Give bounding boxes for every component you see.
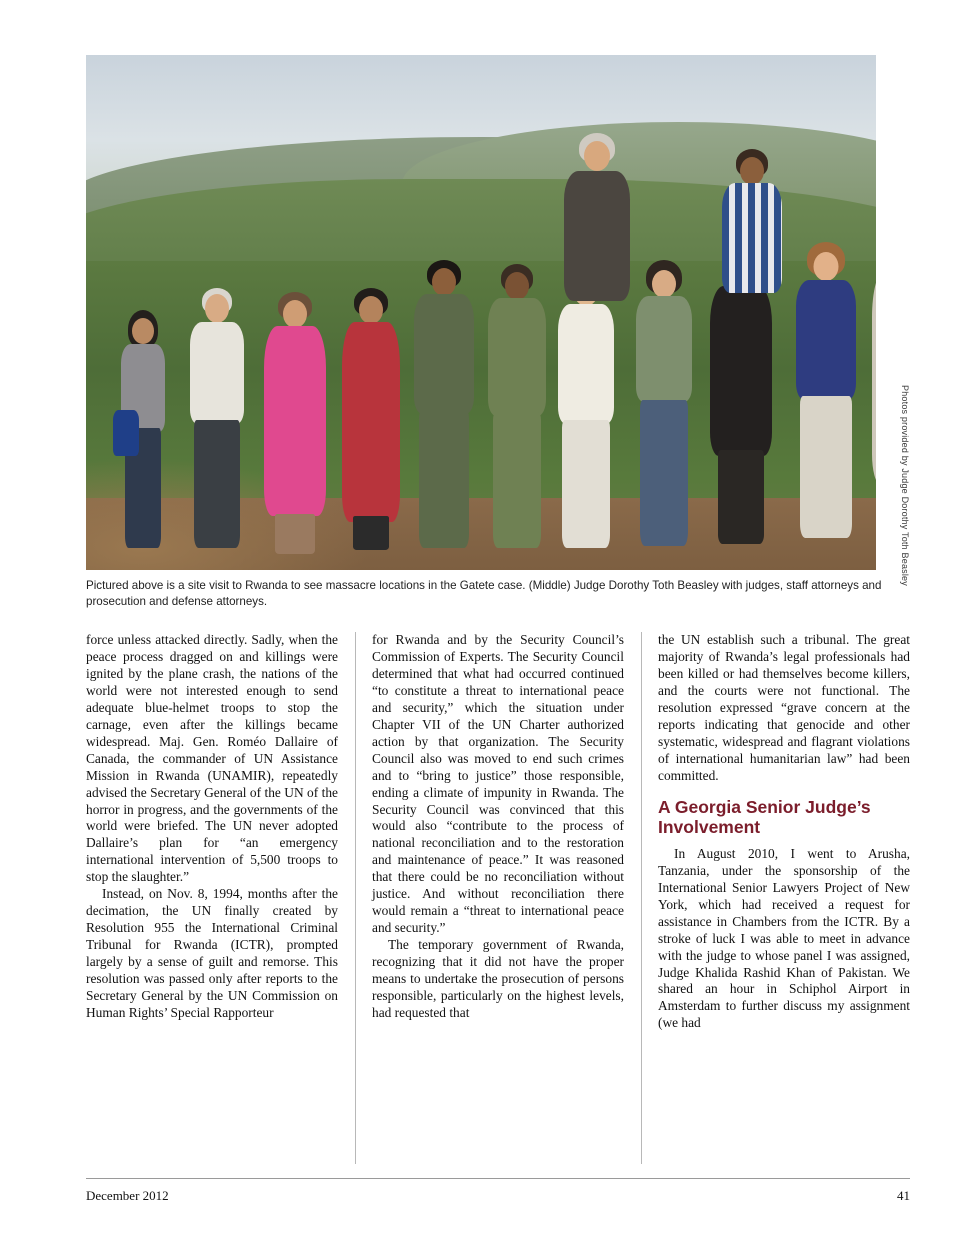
paragraph: for Rwanda and by the Security Council’s Commission of Experts. The Security Council determined that what had occurred continued “to constitute a threat to international peace and security,” which the situation under Chapter VII of the UN Charter authorized action by that organization. The Security Council also was moved to end such crimes and to “bring to justice” those responsible, ending a climate of impunity in Rwanda. The Security Council was convinced that this would also “contribute to the process of national reconciliation and to the restoration and maintenance of peace.” It was reasoned that there could be no reconciliation without justice. And without reconciliation there would remain a “threat to international peace and security.” xyxy=(372,632,624,936)
person-4 xyxy=(334,288,408,560)
head xyxy=(505,272,529,300)
legs xyxy=(353,516,389,550)
column-1 xyxy=(86,632,338,1172)
top xyxy=(636,296,692,402)
column-2 xyxy=(372,632,624,1172)
person-12 xyxy=(786,242,866,560)
paragraph: force unless attacked directly. Sadly, when the peace process dragged on and killings were ignited by the plane crash, the nations of the world were not interested enough to send adequate blue-helmet troops to stop the carnage, even after the killings became widespread. Maj. Gen. Roméo Dallaire of Canada, the commander of UN Assistance Mission in Rwanda (UNAMIR), repeatedly advised the Secretary General of the UN of the horror in progress, and the governments of the world were briefed. The UN never adopted Dallaire’s plan for “an emergency international intervention of 5,500 troops to stop the slaughter.” xyxy=(86,632,338,885)
footer-divider xyxy=(86,1178,910,1179)
person-2 xyxy=(181,288,253,560)
photo-credit: Photos provided by Judge Dorothy Toth Beasley xyxy=(900,385,910,586)
skirt xyxy=(800,396,852,538)
dress xyxy=(872,270,876,484)
rwanda-group-photo xyxy=(86,55,876,570)
torso xyxy=(190,322,244,424)
legs xyxy=(419,410,469,548)
article-body xyxy=(86,632,910,1172)
dress xyxy=(342,322,400,522)
head xyxy=(283,300,307,328)
section-heading: A Georgia Senior Judge’s Involvement xyxy=(658,796,871,838)
jeans xyxy=(640,400,688,546)
head xyxy=(652,270,676,298)
paragraph: Instead, on Nov. 8, 1994, months after the decimation, the UN finally created by Resolution 955 the International Criminal Tribunal for Rwanda (ICTR), prompted largely by a sense of guilt and remorse. This resolution was passed only after reports to the Secretary General by the UN Commission on Human Rights’ Special Rapporteur xyxy=(86,886,338,1020)
head xyxy=(132,318,154,344)
bag xyxy=(113,410,139,456)
person-5 xyxy=(406,260,482,560)
legs xyxy=(194,420,240,548)
legs xyxy=(275,514,315,554)
head xyxy=(432,268,456,296)
paragraph: The temporary government of Rwanda, recognizing that it did not have the proper means to undertake the prosecution of persons responsible, particularly on the highest levels, had requested that xyxy=(372,937,624,1020)
footer-page-number: 41 xyxy=(897,1188,910,1203)
person-1 xyxy=(112,310,174,560)
head xyxy=(814,252,839,281)
column-3 xyxy=(658,632,910,1172)
head xyxy=(740,157,764,185)
photo-caption: Pictured above is a site visit to Rwanda to see massacre locations in the Gatete case. (Middle) Judge Dorothy Toth Beasley with judges, staff attorneys and prosecution and defense attorneys. xyxy=(86,579,882,608)
person-11-back xyxy=(714,149,790,479)
footer-issue-date: December 2012 xyxy=(86,1188,169,1203)
suit xyxy=(488,298,546,416)
striped-shirt xyxy=(722,183,782,293)
head xyxy=(584,141,610,171)
paragraph: In August 2010, I went to Arusha, Tanzania, under the sponsorship of the International Senior Lawyers Project of New York, which had received a request for assistance in Chambers from the ICTR. By a stroke of luck I was able to meet in advance with the judge to whose panel I was assigned, Judge Khalida Rashid Khan of Pakistan. We shared an hour in Schiphol Airport in Amsterdam to further discuss my assignment (we had xyxy=(658,845,910,1031)
paragraph: the UN establish such a tribunal. The great majority of Rwanda’s legal professionals had been killed or had themselves become killers, and the courts were not functional. The resolution expressed “grave concern at the reports indicating that genocide and other systematic, widespread and flagrant violations of international humanitarian law” had been committed. xyxy=(658,632,910,783)
photo-block xyxy=(86,55,910,586)
person-9 xyxy=(626,260,702,560)
dress xyxy=(264,326,326,516)
head xyxy=(359,296,383,324)
legs xyxy=(493,412,541,548)
head xyxy=(205,294,229,323)
person-6 xyxy=(481,264,553,560)
person-13 xyxy=(861,230,876,560)
top xyxy=(796,280,856,400)
suit xyxy=(414,294,474,414)
jacket xyxy=(564,171,630,301)
person-3 xyxy=(256,292,334,560)
